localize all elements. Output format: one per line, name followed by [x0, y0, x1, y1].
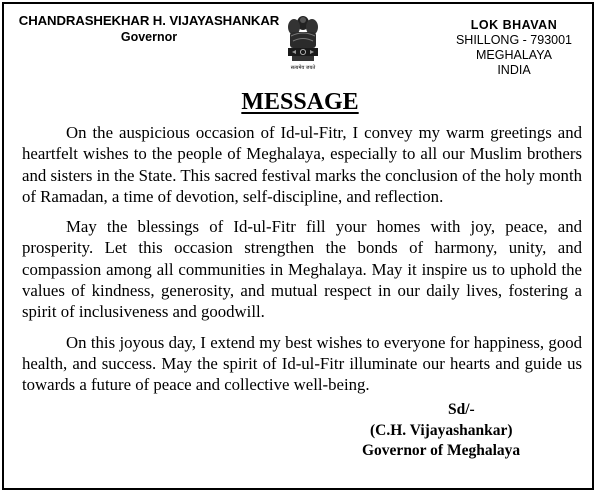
- signatory-name: (C.H. Vijayashankar): [370, 421, 513, 439]
- address-block: [452, 18, 576, 78]
- message-body: [22, 122, 582, 405]
- message-heading: [4, 89, 596, 116]
- address-line-3: MEGHALAYA: [476, 48, 552, 62]
- address-line-2: SHILLONG - 793001: [455, 33, 573, 47]
- paragraph: On the auspicious occasion of Id-ul-Fitr, I convey my warm greetings and heartfelt wishes to the people of Meghalaya, especially to all our Muslim brothers and sisters in the State. This sacred festival marks the conclusion of the holy month of Ramadan, a time of devotion, self-discipline, and reflection.: [22, 123, 582, 206]
- signatory-title: Governor of Meghalaya: [362, 442, 521, 459]
- governor-name: CHANDRASHEKHAR H. VIJAYASHANKAR: [18, 13, 280, 28]
- address-line-4: INDIA: [497, 63, 531, 77]
- paragraph: May the blessings of Id-ul-Fitr fill your homes with joy, peace, and prosperity. Let this occasion strengthen the bonds of harmony, unity, and compassion among all communities in Meghalaya. May it inspire us to uphold the values of kindness, generosity, and mutual respect in our daily lives, fostering a spirit of inclusiveness and goodwill.: [22, 217, 582, 322]
- paragraph: On this joyous day, I extend my best wishes to everyone for happiness, good health, and success. May the spirit of Id-ul-Fitr illuminate our hearts and guide us towards a future of peace and collective well-being.: [22, 332, 582, 395]
- state-emblem-icon: [286, 14, 320, 78]
- signature-block: [362, 400, 542, 462]
- message-document: [2, 2, 594, 490]
- governor-title: Governor: [120, 30, 178, 44]
- address-line-1: LOK BHAVAN: [470, 18, 558, 32]
- governor-header: [14, 13, 284, 44]
- signed-mark: Sd/-: [448, 401, 475, 418]
- message-heading-text: MESSAGE: [241, 89, 359, 115]
- emblem-motto: सत्यमेव जयते: [290, 65, 316, 71]
